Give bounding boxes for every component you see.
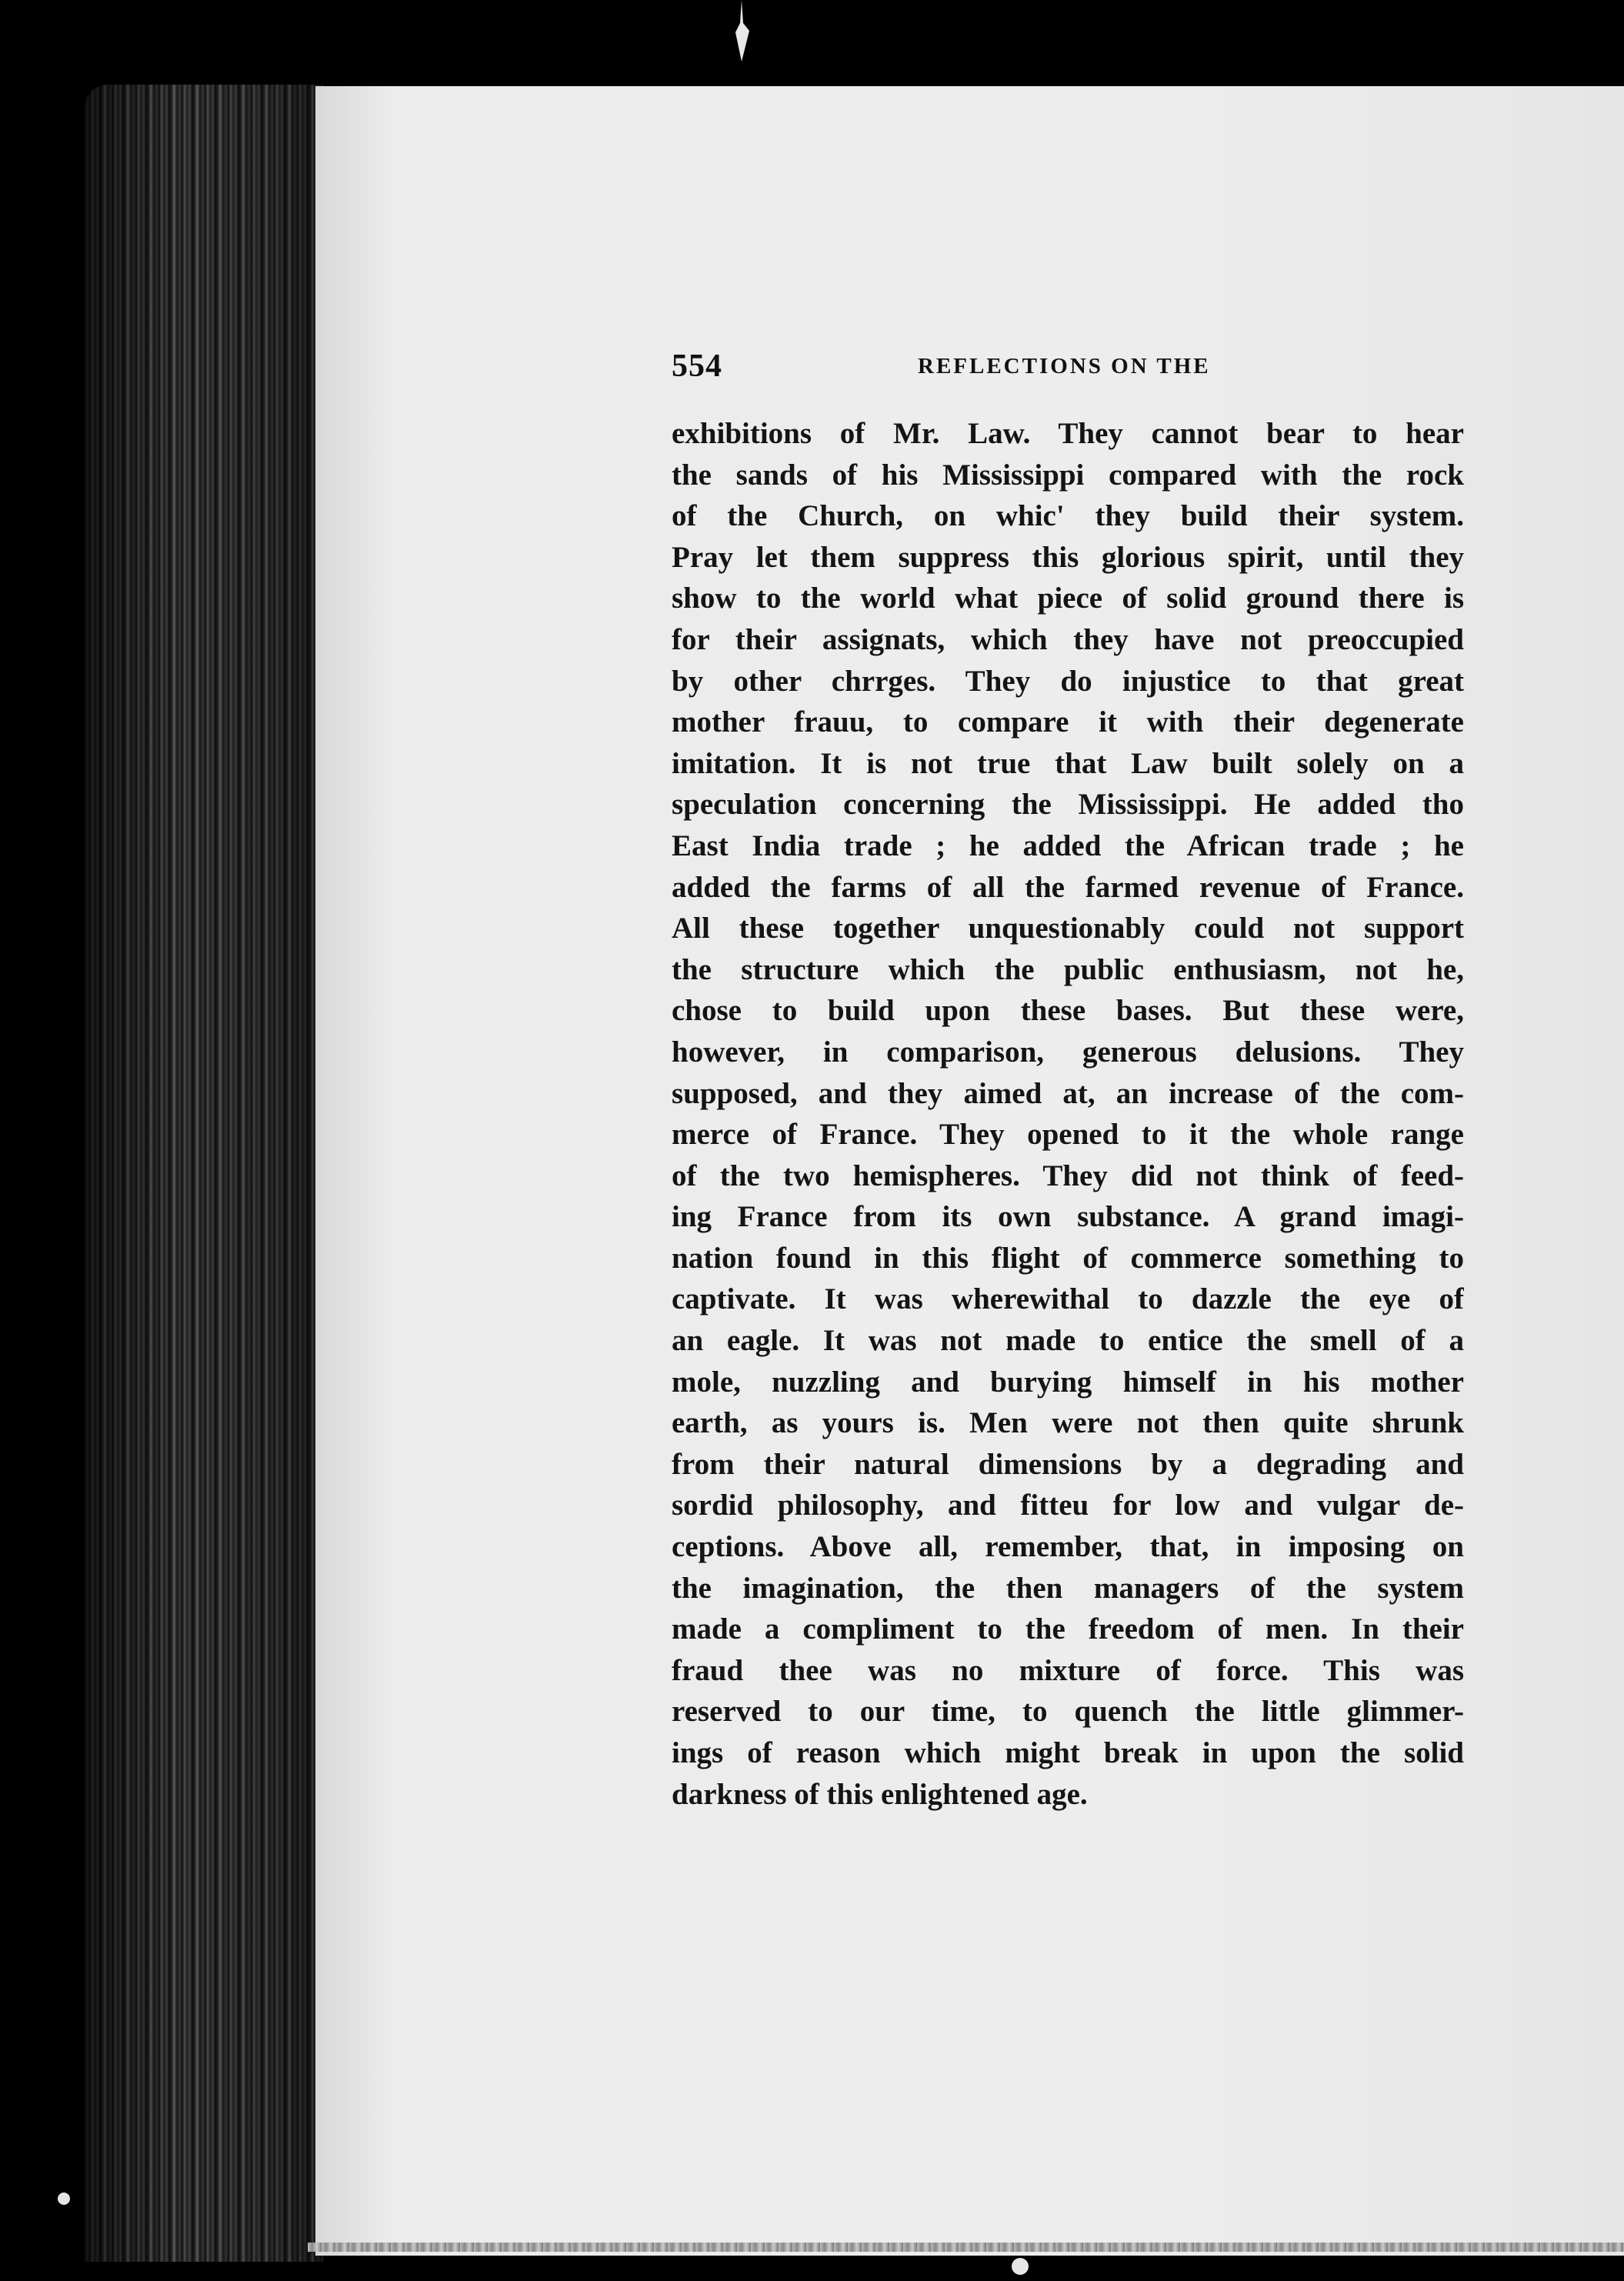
running-head <box>672 348 1464 394</box>
text-line: the structure which the public enthusiasm, not he, <box>672 952 1464 986</box>
body-text <box>672 413 1464 1815</box>
text-line: reserved to our time, to quench the little glimmer- <box>672 1695 1464 1729</box>
text-line: merce of France. They opened to it the whole range <box>672 1118 1464 1152</box>
text-line: the imagination, the then managers of the system <box>672 1571 1464 1605</box>
text-line: by other chrrges. They do injustice to that great <box>672 664 1464 698</box>
text-line: from their natural dimensions by a degrading and <box>672 1447 1464 1481</box>
text-line: however, in comparison, generous delusions. They <box>672 1035 1464 1069</box>
text-line: for their assignats, which they have not preoccupied <box>672 622 1464 656</box>
text-line: an eagle. It was not made to entice the smell of a <box>672 1324 1464 1358</box>
text-line: mother frauu, to compare it with their degenerate <box>672 705 1464 739</box>
text-line: ings of reason which might break in upon the solid <box>672 1736 1464 1769</box>
text-line: sordid philosophy, and fitteu for low and vulgar de- <box>672 1489 1464 1522</box>
text-line: earth, as yours is. Men were not then quite shrunk <box>672 1406 1464 1440</box>
text-line: the sands of his Mississippi compared with the rock <box>672 458 1464 492</box>
text-line: show to the world what piece of solid ground there is <box>672 582 1464 615</box>
text-line: of the two hemispheres. They did not think of feed- <box>672 1159 1464 1192</box>
text-line: Pray let them suppress this glorious spirit, until they <box>672 540 1464 574</box>
text-line: chose to build upon these bases. But these were, <box>672 994 1464 1028</box>
scan-speck <box>58 2193 70 2205</box>
running-head-title: REFLECTIONS ON THE <box>918 354 1211 378</box>
page-number: 554 <box>672 348 722 384</box>
text-line: made a compliment to the freedom of men. In their <box>672 1612 1464 1646</box>
scan-artifact-mark <box>731 0 752 62</box>
scan-speck <box>1012 2258 1029 2275</box>
text-line: darkness of this enlightened age. <box>672 1777 1088 1811</box>
text-line: speculation concerning the Mississippi. He added tho <box>672 788 1464 822</box>
page-bottom-edge <box>308 2243 1624 2252</box>
text-line: ing France from its own substance. A grand imagi- <box>672 1200 1464 1234</box>
text-line: supposed, and they aimed at, an increase of the com- <box>672 1076 1464 1110</box>
text-line: imitation. It is not true that Law built solely on a <box>672 746 1464 780</box>
text-line: captivate. It was wherewithal to dazzle the eye of <box>672 1282 1464 1316</box>
text-line: of the Church, on whic' they build their system. <box>672 499 1464 533</box>
text-line: East India trade ; he added the African trade ; he <box>672 829 1464 862</box>
text-line: mole, nuzzling and burying himself in his mother <box>672 1365 1464 1399</box>
book-fore-edge <box>85 85 323 2262</box>
text-line: exhibitions of Mr. Law. They cannot bear to hear <box>672 417 1464 450</box>
text-line: fraud thee was no mixture of force. This was <box>672 1653 1464 1687</box>
text-line: added the farms of all the farmed revenue of France. <box>672 870 1464 904</box>
text-line: nation found in this flight of commerce something to <box>672 1241 1464 1275</box>
text-line: ceptions. Above all, remember, that, in imposing on <box>672 1530 1464 1564</box>
text-line: All these together unquestionably could not support <box>672 912 1464 945</box>
